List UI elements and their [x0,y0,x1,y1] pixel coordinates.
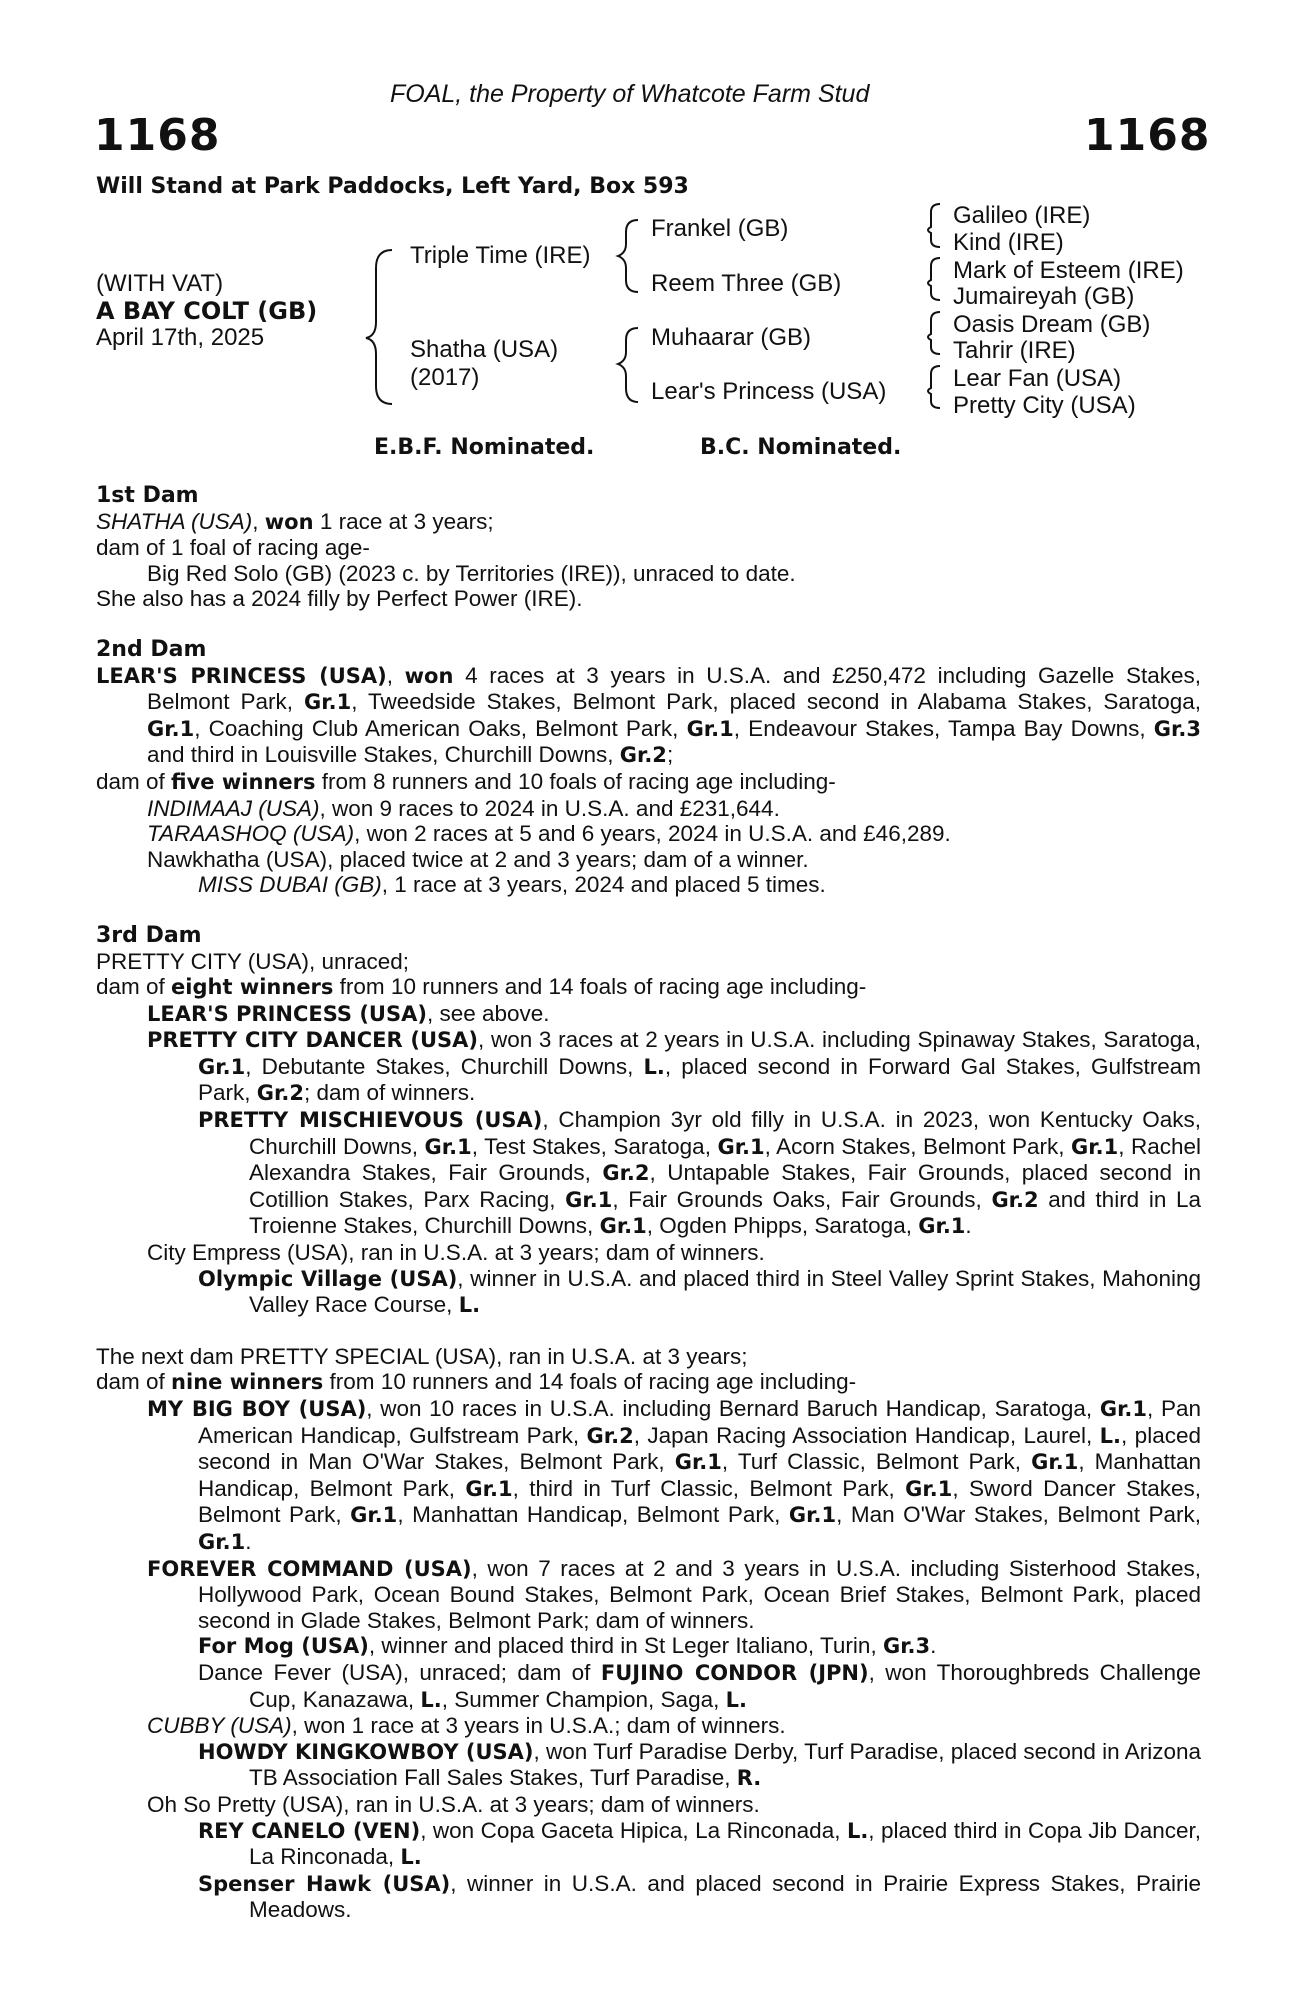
first-dam-heading: 1st Dam [96,483,199,508]
list-item: FOREVER COMMAND (USA), won 7 races at 2 and 3 years in U.S.A. including Sisterhood Stakes, Hollywood Park, Ocean Bound Stakes, Belmont Park, Ocean Brief Stakes, Belmont Park, placed second in Glade Stakes, Belmont Park; dam of winners. [147,1555,1201,1633]
third-dam-heading: 3rd Dam [96,922,202,948]
first-dam-produce: Big Red Solo (GB) (2023 c. by Territories (IRE)), unraced to date. [147,560,796,586]
g3-dss: Oasis Dream (GB) [953,311,1151,338]
next-dam-line: The next dam PRETTY SPECIAL (USA), ran in U.S.A. at 3 years; [96,1343,748,1369]
g3-sds: Mark of Esteem (IRE) [953,257,1184,284]
list-item: Dance Fever (USA), unraced; dam of FUJINO CONDOR (JPN), won Thoroughbreds Challenge Cup, Kanazawa, L., Summer Champion, Saga, L. [198,1659,1202,1712]
dam-sire: Muhaarar (GB) [651,324,812,351]
list-item: PRETTY CITY DANCER (USA), won 3 races at 2 years in U.S.A. including Spinaway Stakes, Saratoga, Gr.1, Debutante Stakes, Churchill Downs, L., placed second in Forward Gal Stakes, Gulfstream Park, Gr.2; dam of winners. [147,1027,1201,1106]
brace-ds [928,312,940,354]
brace-dam [618,328,638,402]
sire-sire: Frankel (GB) [651,215,789,242]
list-item: MISS DUBAI (GB), 1 race at 3 years, 2024 and placed 5 times. [198,872,826,898]
next-dam-dam-of: dam of nine winners from 10 runners and 14 foals of racing age including- [96,1369,857,1395]
vat-note: (WITH VAT) [96,270,224,297]
brace-dd [928,366,940,408]
lot-number-left: 1168 [94,110,221,161]
third-dam-line: PRETTY CITY (USA), unraced; [96,948,410,974]
third-dam-dam-of: dam of eight winners from 10 runners and 14 foals of racing age including- [96,974,867,1000]
list-item: INDIMAAJ (USA), won 9 races to 2024 in U.S.A. and £231,644. [147,795,780,821]
dam-dam: Lear's Princess (USA) [651,378,887,405]
horse-name: A BAY COLT (GB) [96,297,318,325]
list-item: City Empress (USA), ran in U.S.A. at 3 years; dam of winners. [147,1240,765,1266]
list-item: CUBBY (USA), won 1 race at 3 years in U.S.A.; dam of winners. [147,1713,786,1739]
bc-nominated: B.C. Nominated. [700,435,902,460]
list-item: REY CANELO (VEN), won Copa Gaceta Hipica, La Rinconada, L., placed third in Copa Jib Dancer, La Rinconada, L. [198,1817,1201,1870]
list-item: Nawkhatha (USA), placed twice at 2 and 3 years; dam of a winner. [147,846,809,872]
sire-dam: Reem Three (GB) [651,270,842,297]
g3-dsd: Tahrir (IRE) [953,337,1076,364]
list-item: Oh So Pretty (USA), ran in U.S.A. at 3 years; dam of winners. [147,1791,760,1817]
brace-sire [618,220,638,292]
brace-sd [928,258,940,300]
list-item: For Mog (USA), winner and placed third in St Leger Italiano, Turin, Gr.3. [198,1633,937,1659]
list-item: Olympic Village (USA), winner in U.S.A. and placed third in Steel Valley Sprint Stakes, Mahoning Valley Race Course, L. [198,1265,1201,1318]
dam: Shatha (USA) [410,336,559,363]
ebf-nominated: E.B.F. Nominated. [374,435,595,460]
list-item: HOWDY KINGKOWBOY (USA), won Turf Paradise Derby, Turf Paradise, placed second in Arizona TB Association Fall Sales Stakes, Turf Paradise, R. [198,1738,1201,1791]
lot-number-right: 1168 [1084,110,1211,161]
stand-location: Will Stand at Park Paddocks, Left Yard, Box 593 [96,174,689,199]
second-dam-record: LEAR'S PRINCESS (USA), won 4 races at 3 years in U.S.A. and £250,472 including Gazelle Stakes, Belmont Park, Gr.1, Tweedside Stakes, Belmont Park, placed second in Alabama Stakes, Saratoga, Gr.1, Coaching Club American Oaks, Belmont Park, Gr.1, Endeavour Stakes, Tampa Bay Downs, Gr.3 and third in Louisville Stakes, Churchill Downs, Gr.2; [96,662,1201,768]
page-title: FOAL, the Property of Whatcote Farm Stud [390,80,870,108]
g3-sss: Galileo (IRE) [953,202,1091,229]
list-item: PRETTY MISCHIEVOUS (USA), Champion 3yr old filly in U.S.A. in 2023, won Kentucky Oaks, Churchill Downs, Gr.1, Test Stakes, Saratoga, Gr.1, Acorn Stakes, Belmont Park, Gr.1, Rachel Alexandra Stakes, Fair Grounds, Gr.2, Untapable Stakes, Fair Grounds, placed second in Cotillion Stakes, Parx Racing, Gr.1, Fair Grounds Oaks, Fair Grounds, Gr.2 and third in La Troienne Stakes, Churchill Downs, Gr.1, Ogden Phipps, Saratoga, Gr.1. [198,1107,1202,1239]
catalogue-body [96,483,1201,1923]
brace-ss [928,204,940,247]
first-dam-dam-of: dam of 1 foal of racing age- [96,535,370,561]
sire: Triple Time (IRE) [410,242,591,269]
list-item: MY BIG BOY (USA), won 10 races in U.S.A. including Bernard Baruch Handicap, Saratoga, Gr.1, Pan American Handicap, Gulfstream Park, Gr.2, Japan Racing Association Handicap, Laurel, L., placed second in Man O'War Stakes, Belmont Park, Gr.1, Turf Classic, Belmont Park, Gr.1, Manhattan Handicap, Belmont Park, Gr.1, third in Turf Classic, Belmont Park, Gr.1, Sword Dancer Stakes, Belmont Park, Gr.1, Manhattan Handicap, Belmont Park, Gr.1, Man O'War Stakes, Belmont Park, Gr.1. [147,1396,1202,1554]
first-dam-name: SHATHA (USA) [96,508,253,534]
g3-ddd: Pretty City (USA) [953,392,1136,419]
first-dam-note: She also has a 2024 filly by Perfect Power (IRE). [96,586,583,612]
brace-gen1 [366,250,392,404]
list-item: LEAR'S PRINCESS (USA), see above. [147,1000,550,1026]
g3-dds: Lear Fan (USA) [953,365,1122,392]
list-item: Spenser Hawk (USA), winner in U.S.A. and placed second in Prairie Express Stakes, Prairie Meadows. [198,1870,1201,1923]
list-item: TARAASHOQ (USA), won 2 races at 5 and 6 years, 2024 in U.S.A. and £46,289. [147,821,951,847]
second-dam-heading: 2nd Dam [96,636,207,662]
foaling-date: April 17th, 2025 [96,324,265,351]
g3-ssd: Kind (IRE) [953,229,1064,256]
first-dam-line: SHATHA (USA), won 1 race at 3 years; [96,508,494,534]
second-dam-dam-of: dam of five winners from 8 runners and 10 foals of racing age including- [96,768,836,794]
dam-year: (2017) [410,364,480,391]
g3-sdd: Jumaireyah (GB) [953,283,1135,310]
